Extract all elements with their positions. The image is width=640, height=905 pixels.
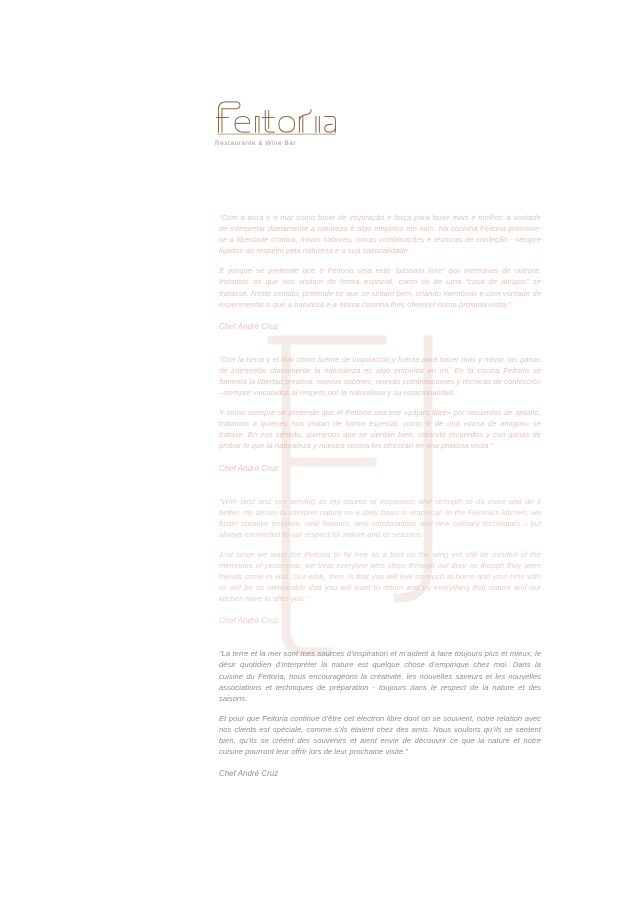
statement-section-english — [219, 496, 541, 627]
statement-paragraph: “Con la tierra y el mar como fuente de inspiración y fuerza para hacer más y mejor, las ganas de interpretar diariamente la naturaleza es algo empírico en mí. En la cocina Feitoria se fomenta la libertad creativa, nuevos sabores, nuevas combinaciones y técnicas de confección –siempre vinculados al respeto por la naturaleza y su estacionalidad. — [219, 354, 541, 398]
brand-logo — [212, 98, 392, 147]
statement-paragraph: Et pour que Feitoria continue d’être cet électron libre dont on se souvient, notre relation avec nos clients est spéciale, comme s’ils étaient chez des amis. Nous voulons qu’ils se sentent bien, qu’ils se créent des souvenirs et aient envie de découvrir ce que la nature et notre cuisine pourront leur offrir lors de leur prochaine visite.” — [219, 713, 541, 757]
statement-section-spanish — [219, 354, 541, 474]
statement-paragraph: E porque se pretende que o Feitoria seja este “pássaro livre” por memórias de outrora, tratamos os que nos visitam de forma especial, como se de uma “casa de amigos” se tratasse. Neste sentido, pretende-se que se sintam bem, criando memórias e com vontade de experimentar o que a natureza e a nossa cozinha lhes oferecer numa próxima visita.” — [219, 266, 541, 309]
statement-paragraph: And since we want the Feitoria to fly free as a bird on the wing yet still be mindful of the memories of yesteryear, we treat everyone who steps through our door as though they were friends come to visit. Our wish, then, is that you will feel so much at home and your time with us will be so memorable that you will want to return and try everything that nature and our kitchen have to offer you.” — [219, 549, 541, 604]
chef-signature: Chef André Cruz — [219, 616, 279, 626]
chef-signature: Chef André Cruz — [219, 769, 279, 779]
feitoria-wordmark-icon — [212, 98, 340, 136]
statement-section-portuguese — [219, 212, 541, 332]
brand-tagline: Restaurante & Wine Bar — [215, 140, 297, 147]
statement-paragraph: “With land and sea serving as my source of inspiration and strength to do more and do it better, my desire to interpret nature on a daily basis is empirical. In the Feitoria’s kitchen, we foster creative freedom, new flavours, new combinations and new culinary techniques – but always connected to our respect for nature and its seasons. — [219, 496, 541, 539]
chef-signature: Chef André Cruz — [219, 321, 279, 331]
statement-paragraph: “La terre et la mer sont mes sources d’inspiration et m’aident à faire toujours plus et mieux; le désir quotidien d’interpréter la nature est quelque chose d’empirique chez moi. Dans la cuisine du Feitoria, nous encourageons la créativité, les nouvelles saveurs et les nouvelles associations et techniques de préparation - toujours dans le respect de la nature et des saisons. — [219, 649, 541, 703]
statement-paragraph: Y como siempre se pretende que el Feitoria sea ese «pájaro libre» por recuerdos de antaño, tratamos a quienes nos visitan de forma especial, como si de una «casa de amigos» se tratase. En ese sentido, queremos que se sientan bien, creando recuerdos y con ganas de probar lo que la naturaleza y nuestra cocina les ofrezcan en una próxima visita.” — [219, 408, 541, 451]
statement-content — [219, 212, 541, 779]
statement-paragraph: “Com a terra e o mar como fonte de inspiração e força para fazer mais e melhor, a vontade de interpretar diariamente a natureza é algo empírico em mim. Na cozinha Feitoria promove-se a liberdade criativa, novos sabores, novas combinações e técnicas de confeção - sempre ligados ao respeito pela natureza e a sua sazonalidade. — [219, 213, 541, 256]
statement-section-french — [219, 648, 541, 779]
chef-signature: Chef André Cruz — [219, 463, 279, 473]
